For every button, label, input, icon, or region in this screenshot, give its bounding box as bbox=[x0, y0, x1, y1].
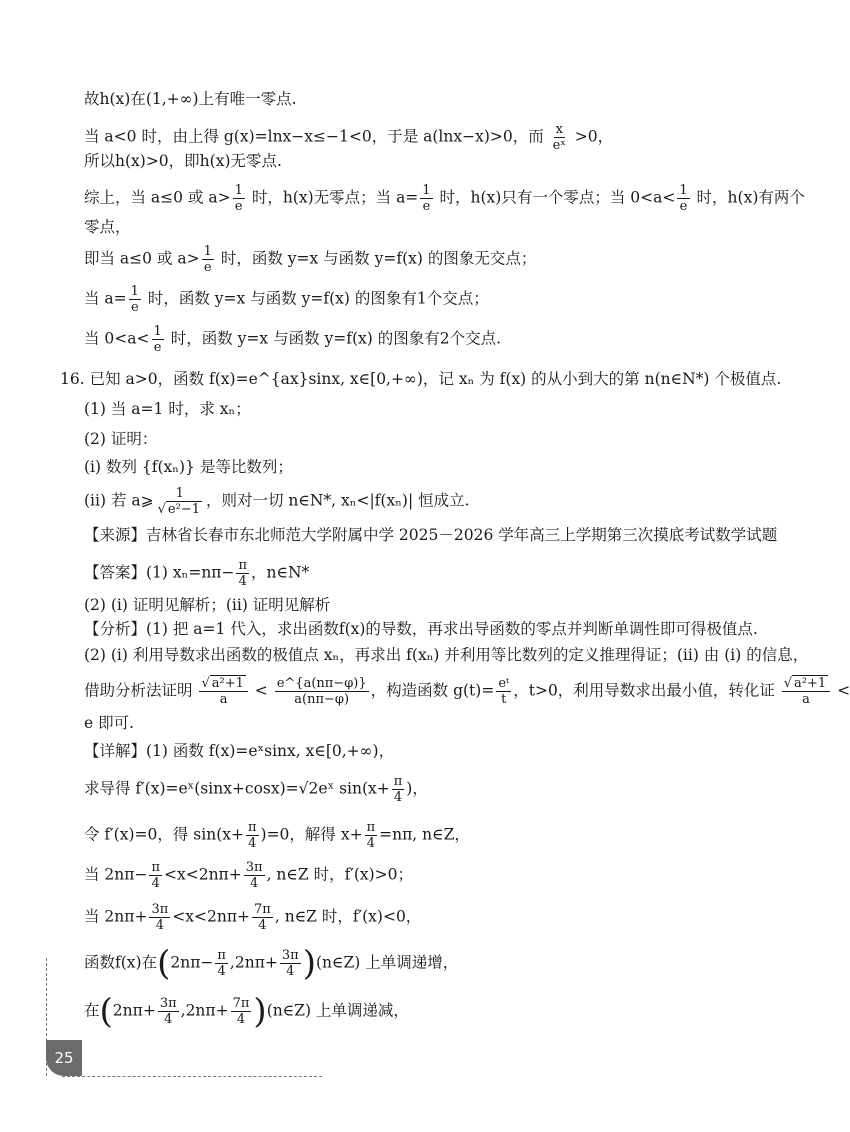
text-line bbox=[84, 122, 613, 153]
paren: ) bbox=[302, 943, 316, 984]
text-span: <x<2nπ+ bbox=[172, 907, 251, 926]
text-span: (ii) 若 a⩾ bbox=[84, 491, 154, 510]
denominator: e bbox=[234, 199, 243, 214]
fraction bbox=[392, 774, 405, 805]
text-span: , n∈Z 时，f′(x)>0； bbox=[266, 865, 414, 884]
question-part-2i: (i) 数列 {f(xₙ)} 是等比数列； bbox=[84, 458, 293, 476]
numerator: e^{a(nπ−φ)} bbox=[276, 676, 367, 691]
fraction bbox=[202, 244, 214, 275]
fraction bbox=[156, 486, 204, 517]
text-span: (n∈Z) 上单调递增， bbox=[315, 953, 459, 972]
text-span: ,2nπ+ bbox=[229, 953, 278, 972]
numerator: 1 bbox=[153, 324, 162, 339]
fraction bbox=[782, 676, 830, 707]
denominator: t bbox=[501, 692, 507, 707]
detail-line bbox=[84, 991, 409, 1032]
numerator: 1 bbox=[422, 183, 431, 198]
fraction bbox=[199, 676, 247, 707]
denominator: 4 bbox=[248, 836, 257, 851]
text-span: 时，函数 y=x 与函数 y=f(x) 的图象无交点； bbox=[215, 249, 537, 268]
text-span: 当 0<a< bbox=[84, 329, 150, 348]
text-line bbox=[84, 183, 805, 214]
text-span: 时，h(x)只有一个零点；当 0<a< bbox=[434, 188, 676, 207]
numerator: 7π bbox=[232, 996, 250, 1011]
fraction bbox=[152, 324, 164, 355]
numerator: 7π bbox=[254, 902, 271, 917]
denominator: 4 bbox=[155, 918, 164, 933]
text-span: < bbox=[832, 681, 850, 700]
numerator: 1 bbox=[130, 284, 139, 299]
fraction bbox=[551, 122, 568, 153]
text-span: 当 2nπ− bbox=[84, 865, 148, 884]
text-span: )， bbox=[406, 779, 428, 798]
sqrt-radicand: a²+1 bbox=[794, 676, 827, 691]
numerator: π bbox=[393, 774, 403, 789]
text-line bbox=[84, 284, 489, 315]
text-span: =nπ, n∈Z， bbox=[379, 825, 470, 844]
denominator: 4 bbox=[250, 876, 259, 891]
denominator: e bbox=[679, 199, 688, 214]
fraction bbox=[233, 183, 245, 214]
denominator: 4 bbox=[393, 790, 403, 805]
text-span: 时，函数 y=x 与函数 y=f(x) 的图象有2个交点. bbox=[165, 329, 502, 348]
analysis-line: (2) (i) 利用导数求出函数的极值点 xₙ，再求出 f(xₙ) 并利用等比数列的定义推理得证；(ii) 由 (i) 的信息， bbox=[84, 646, 809, 664]
fraction bbox=[275, 676, 369, 707]
denominator: e bbox=[203, 260, 212, 275]
fraction bbox=[231, 996, 252, 1027]
detail-line bbox=[84, 860, 413, 891]
text-span: )=0，解得 x+ bbox=[260, 825, 363, 844]
fraction bbox=[236, 558, 249, 589]
denominator: 4 bbox=[151, 876, 160, 891]
text-span: 即当 a≤0 或 a> bbox=[84, 249, 200, 268]
denominator: √ e²−1 bbox=[157, 502, 200, 517]
text-span: ，t>0，利用导数求出最小值，转化证 bbox=[513, 681, 780, 700]
answer-line bbox=[84, 558, 309, 589]
text-span: ，则对一切 n∈N*, xₙ<|f(xₙ)| 恒成立. bbox=[205, 491, 470, 510]
fraction bbox=[149, 860, 162, 891]
analysis-line: 【分析】(1) 把 a=1 代入，求出函数f(x)的导数，再求出导函数的零点并判断单调性即可得极值点. bbox=[84, 620, 758, 638]
analysis-line: e 即可. bbox=[84, 714, 135, 732]
question-part-2: (2) 证明： bbox=[84, 430, 158, 448]
text-span: 在 bbox=[84, 1001, 100, 1020]
text-line: 所以h(x)>0，即h(x)无零点. bbox=[84, 152, 282, 170]
numerator: π bbox=[238, 558, 248, 573]
text-span: 【答案】(1) xₙ=nπ− bbox=[84, 563, 235, 582]
text-line: 零点， bbox=[84, 218, 131, 236]
denominator: e bbox=[130, 300, 139, 315]
numerator: π bbox=[217, 948, 226, 963]
fraction bbox=[244, 860, 265, 891]
text-span: 令 f′(x)=0，得 sin(x+ bbox=[84, 825, 244, 844]
paren: ( bbox=[157, 943, 171, 984]
denominator: a bbox=[219, 692, 228, 707]
detail-line bbox=[84, 902, 421, 933]
text-span: 时，h(x)无零点；当 a= bbox=[246, 188, 419, 207]
text-line: 故h(x)在(1,+∞)上有唯一零点. bbox=[84, 90, 297, 108]
text-span: ,2nπ+ bbox=[180, 1001, 229, 1020]
fraction bbox=[149, 902, 170, 933]
text-span: 当 a<0 时，由上得 g(x)=lnx−x≤−1<0，于是 a(lnx−x)>0，而 bbox=[84, 127, 549, 146]
numerator: √ a²+1 bbox=[199, 676, 247, 692]
detail-line bbox=[84, 820, 470, 851]
text-line bbox=[84, 244, 536, 275]
denominator: e bbox=[422, 199, 431, 214]
fraction bbox=[158, 996, 179, 1027]
fraction bbox=[280, 948, 301, 979]
text-span: 当 a= bbox=[84, 289, 127, 308]
text-line bbox=[84, 324, 501, 355]
paren: ( bbox=[99, 991, 113, 1032]
numerator: 1 bbox=[679, 183, 688, 198]
fraction bbox=[677, 183, 689, 214]
denominator: eˣ bbox=[552, 138, 566, 153]
text-span: >0， bbox=[569, 127, 614, 146]
denominator: 4 bbox=[366, 836, 375, 851]
question-16-stem: 16. 已知 a>0，函数 f(x)=e^{ax}sinx, x∈[0,+∞)，记 xₙ 为 f(x) 的从小到大的第 n(n∈N*) 个极值点. bbox=[60, 370, 782, 388]
numerator: 3π bbox=[281, 948, 299, 963]
detail-line: 【详解】(1) 函数 f(x)=eˣsinx, x∈[0,+∞)， bbox=[84, 742, 395, 760]
sqrt-radicand: a²+1 bbox=[211, 676, 244, 691]
denominator: 4 bbox=[286, 964, 295, 979]
text-span: 求导得 f′(x)=eˣ(sinx+cosx)=√2eˣ sin(x+ bbox=[84, 779, 390, 798]
detail-line bbox=[84, 774, 428, 805]
text-span: 时，h(x)有两个 bbox=[691, 188, 805, 207]
numerator: 1 bbox=[175, 486, 184, 501]
fraction bbox=[365, 820, 378, 851]
numerator: 1 bbox=[203, 244, 212, 259]
answer-line: (2) (i) 证明见解析；(ii) 证明见解析 bbox=[84, 596, 331, 614]
text-span: 2nπ+ bbox=[112, 1001, 156, 1020]
text-span: 2nπ− bbox=[170, 953, 214, 972]
numerator: 3π bbox=[151, 902, 169, 917]
numerator: π bbox=[151, 860, 160, 875]
fraction bbox=[420, 183, 432, 214]
denominator: 4 bbox=[236, 1012, 246, 1027]
denominator: 4 bbox=[164, 1012, 173, 1027]
text-span: , n∈Z 时，f′(x)<0， bbox=[274, 907, 422, 926]
text-span: 时，函数 y=x 与函数 y=f(x) 的图象有1个交点； bbox=[142, 289, 489, 308]
numerator: 1 bbox=[234, 183, 243, 198]
denominator: e bbox=[153, 340, 162, 355]
denominator: 4 bbox=[217, 964, 226, 979]
denominator: a(nπ−φ) bbox=[294, 692, 350, 707]
text-span: ，构造函数 g(t)= bbox=[370, 681, 495, 700]
fraction bbox=[215, 948, 228, 979]
numerator: eᵗ bbox=[498, 676, 510, 691]
question-part-1: (1) 当 a=1 时，求 xₙ； bbox=[84, 400, 251, 418]
sqrt-radicand: e²−1 bbox=[167, 502, 200, 517]
text-span: 借助分析法证明 bbox=[84, 681, 198, 700]
page-number: 25 bbox=[46, 1040, 82, 1076]
text-span: < bbox=[249, 681, 273, 700]
footer-dashed-line bbox=[62, 1076, 322, 1077]
source-line: 【来源】吉林省长春市东北师范大学附属中学 2025－2026 学年高三上学期第三次摸底考试数学试题 bbox=[84, 526, 778, 544]
fraction bbox=[252, 902, 273, 933]
text-span: 函数f(x)在 bbox=[84, 953, 158, 972]
text-span: 当 2nπ+ bbox=[84, 907, 148, 926]
fraction bbox=[496, 676, 511, 707]
numerator: √ a²+1 bbox=[782, 676, 830, 692]
paren: ) bbox=[253, 991, 267, 1032]
numerator: 3π bbox=[159, 996, 177, 1011]
numerator: x bbox=[555, 122, 563, 137]
text-span: 综上，当 a≤0 或 a> bbox=[84, 188, 231, 207]
analysis-line bbox=[84, 676, 850, 707]
numerator: π bbox=[366, 820, 376, 835]
numerator: 3π bbox=[245, 860, 263, 875]
text-span: ，n∈N* bbox=[251, 563, 310, 582]
text-span: <x<2nπ+ bbox=[164, 865, 242, 884]
question-part-2ii bbox=[84, 486, 470, 517]
numerator: π bbox=[247, 820, 257, 835]
denominator: 4 bbox=[258, 918, 267, 933]
text-span: (n∈Z) 上单调递减， bbox=[266, 1001, 409, 1020]
denominator: a bbox=[802, 692, 810, 707]
detail-line bbox=[84, 943, 459, 984]
fraction bbox=[246, 820, 259, 851]
denominator: 4 bbox=[238, 574, 247, 589]
fraction bbox=[129, 284, 141, 315]
